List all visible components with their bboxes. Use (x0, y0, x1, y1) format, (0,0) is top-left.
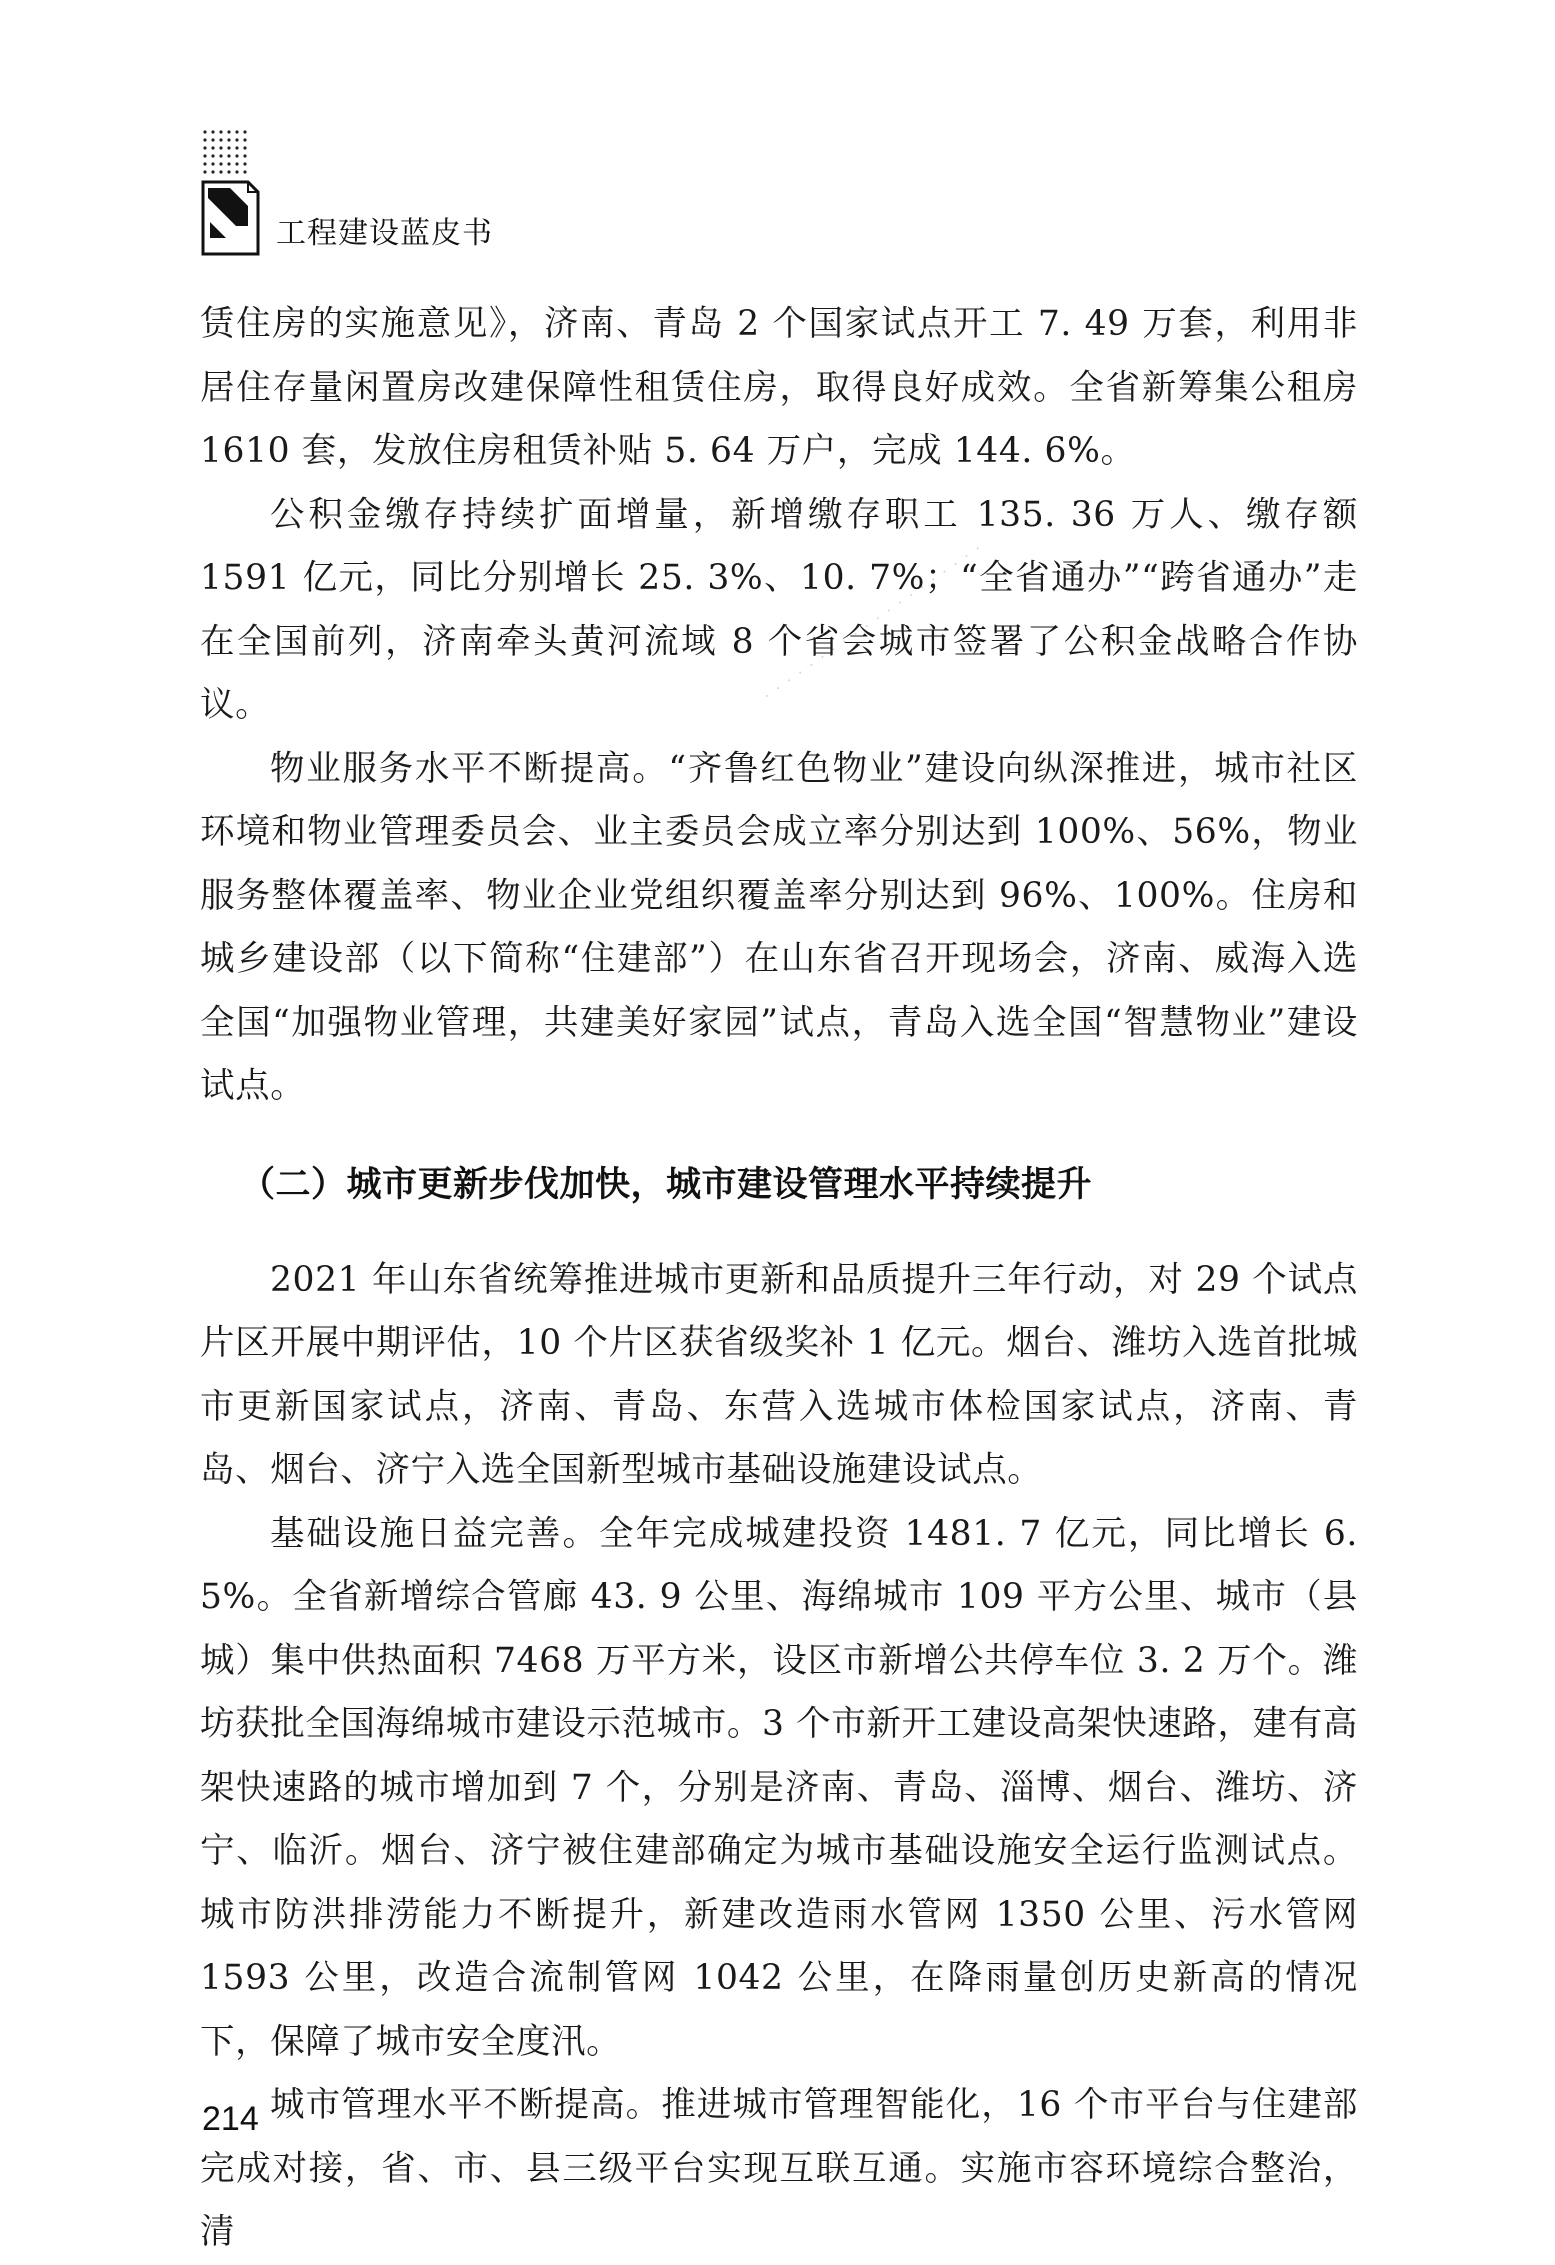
paragraph: 公积金缴存持续扩面增量，新增缴存职工 135. 36 万人、缴存额 1591 亿元，同比分别增长 25. 3%、10. 7%；“全省通办”“跨省通办”走在全国前列，济南牵头黄河流域 8 个省会城市签署了公积金战略合作协议。 (200, 494, 1358, 725)
section-heading: （二）城市更新步伐加快，城市建设管理水平持续提升 (240, 1164, 1093, 1205)
running-header (200, 128, 600, 258)
page-number: 214 (202, 2100, 259, 2138)
book-title: 工程建设蓝皮书 (276, 216, 493, 251)
dot-grid-decoration (200, 128, 250, 176)
watermark: · · · · · · · · · · · · · · · · · · · · (760, 538, 987, 705)
paragraph: 赁住房的实施意见》，济南、青岛 2 个国家试点开工 7. 49 万套，利用非居住存量闲置房改建保障性租赁住房，取得良好成效。全省新筹集公租房 1610 套，发放住房租赁补贴 5. 64 万户，完成 144. 6%。 (200, 304, 1358, 471)
paragraph: 基础设施日益完善。全年完成城建投资 1481. 7 亿元，同比增长 6. 5%。全省新增综合管廊 43. 9 公里、海绵城市 109 平方公里、城市（县城）集中供热面积 7468 万平方米，设区市新增公共停车位 3. 2 万个。潍坊获批全国海绵城市建设示范城市。3 个市新开工建设高架快速路，建有高架快速路的城市增加到 7 个，分别是济南、青岛、淄博、烟台、潍坊、济宁、临沂。烟台、济宁被住建部确定为城市基础设施安全运行监测试点。城市防洪排涝能力不断提升，新建改造雨水管网 1350 公里、污水管网 1593 公里，改造合流制管网 1042 公里，在降雨量创历史新高的情况下，保障了城市安全度汛。 (200, 1513, 1358, 2062)
book-icon (200, 178, 262, 258)
paragraph: 城市管理水平不断提高。推进城市管理智能化，16 个市平台与住建部完成对接，省、市、县三级平台实现互联互通。实施市容环境综合整治，清 (200, 2085, 1358, 2252)
paragraph: 物业服务水平不断提高。“齐鲁红色物业”建设向纵深推进，城市社区环境和物业管理委员会、业主委员会成立率分别达到 100%、56%，物业服务整体覆盖率、物业企业党组织覆盖率分别达到 96%、100%。住房和城乡建设部（以下简称“住建部”）在山东省召开现场会，济南、威海入选全国“加强物业管理，共建美好家园”试点，青岛入选全国“智慧物业”建设试点。 (200, 748, 1358, 1106)
page-body (200, 293, 1358, 2265)
paragraph: 2021 年山东省统筹推进城市更新和品质提升三年行动，对 29 个试点片区开展中期评估，10 个片区获省级奖补 1 亿元。烟台、潍坊入选首批城市更新国家试点，济南、青岛、东营入选城市体检国家试点，济南、青岛、烟台、济宁入选全国新型城市基础设施建设试点。 (200, 1259, 1358, 1490)
